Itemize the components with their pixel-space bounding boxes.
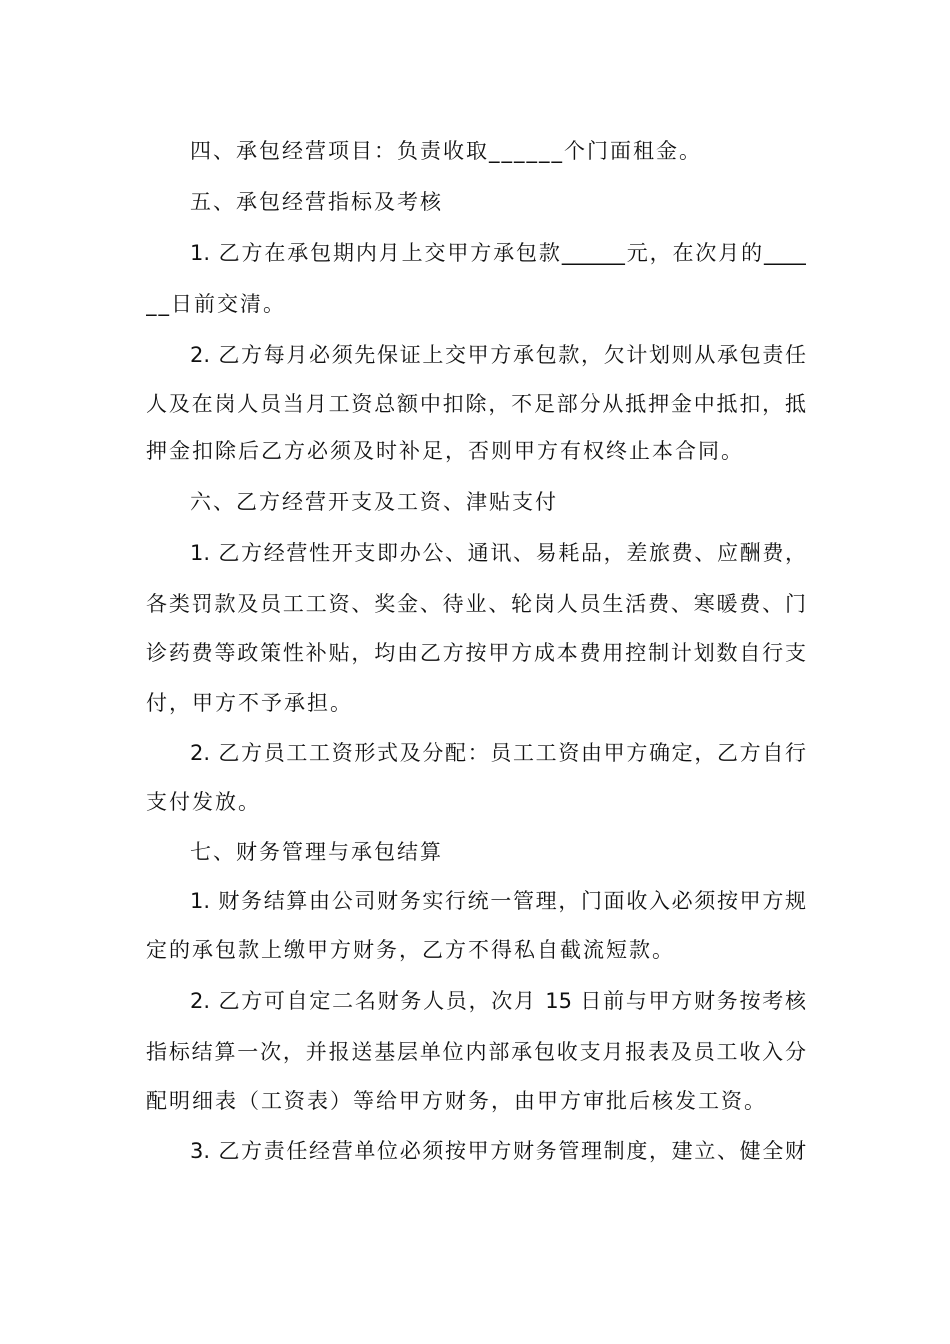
paragraph-line: 3. 乙方责任经营单位必须按甲方财务管理制度，建立、健全财 xyxy=(190,1139,806,1163)
paragraph-line: 各类罚款及员工工资、奖金、待业、轮岗人员生活费、寒暖费、门 xyxy=(146,592,806,616)
paragraph-line: 指标结算一次，并报送基层单位内部承包收支月报表及员工收入分 xyxy=(146,1040,806,1064)
paragraph-line: 1. 财务结算由公司财务实行统一管理，门面收入必须按甲方规 xyxy=(190,889,806,913)
paragraph-line: 配明细表（工资表）等给甲方财务，由甲方审批后核发工资。 xyxy=(146,1089,767,1113)
paragraph-line: 2. 乙方员工工资形式及分配：员工工资由甲方确定，乙方自行 xyxy=(190,741,806,765)
paragraph-line: 定的承包款上缴甲方财务，乙方不得私自截流短款。 xyxy=(146,938,675,962)
paragraph-line: 付，甲方不予承担。 xyxy=(146,691,353,715)
paragraph-line: 1. 乙方在承包期内月上交甲方承包款______元，在次月的____ xyxy=(190,241,806,265)
section-7-heading: 七、财务管理与承包结算 xyxy=(190,840,443,864)
section-4-heading: 四、承包经营项目：负责收取______个门面租金。 xyxy=(190,139,702,163)
paragraph-line: 押金扣除后乙方必须及时补足，否则甲方有权终止本合同。 xyxy=(146,439,744,463)
paragraph-line: 诊药费等政策性补贴，均由乙方按甲方成本费用控制计划数自行支 xyxy=(146,641,806,665)
section-5-heading: 五、承包经营指标及考核 xyxy=(190,190,443,214)
paragraph-line: 支付发放。 xyxy=(146,790,261,814)
section-6-heading: 六、乙方经营开支及工资、津贴支付 xyxy=(190,490,558,514)
paragraph-line: 人及在岗人员当月工资总额中扣除，不足部分从抵押金中抵扣，抵 xyxy=(146,392,806,416)
paragraph-line: __日前交清。 xyxy=(146,292,286,316)
paragraph-line: 2. 乙方每月必须先保证上交甲方承包款，欠计划则从承包责任 xyxy=(190,343,806,367)
paragraph-line: 1. 乙方经营性开支即办公、通讯、易耗品，差旅费、应酬费， xyxy=(190,541,806,565)
paragraph-line: 2. 乙方可自定二名财务人员，次月 15 日前与甲方财务按考核 xyxy=(190,989,806,1013)
